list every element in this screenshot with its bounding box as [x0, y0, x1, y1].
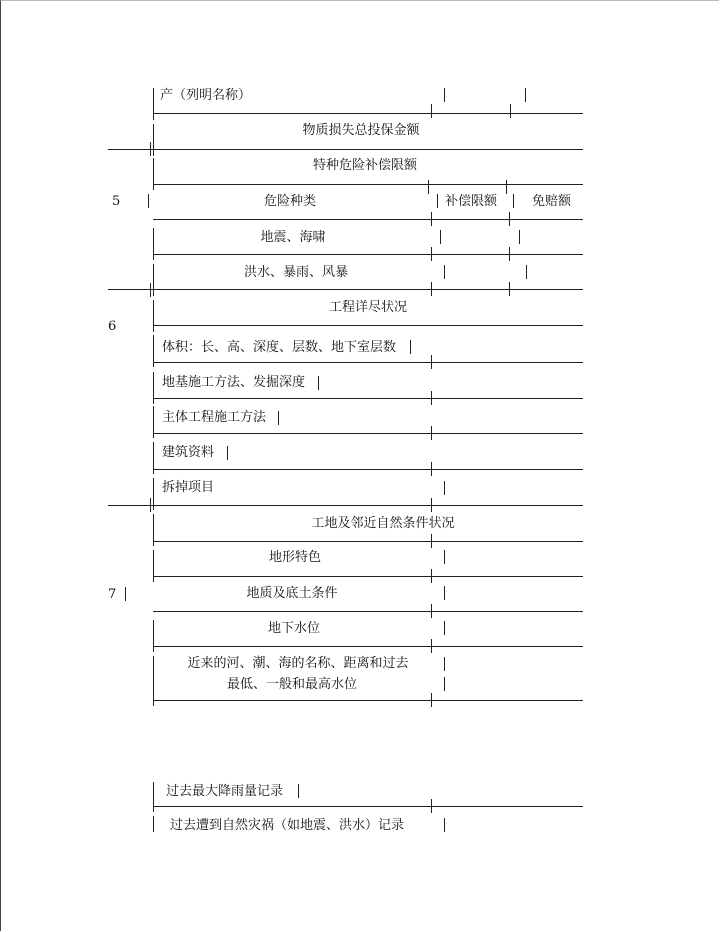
groundwater-label: 地下水位 [267, 621, 321, 636]
column-divider [431, 426, 432, 440]
column-divider [506, 180, 507, 194]
section-number-6: 6 [108, 319, 117, 334]
left-border [153, 478, 154, 510]
column-divider [278, 411, 279, 425]
left-border [153, 124, 154, 156]
left-border [153, 782, 154, 812]
column-divider [526, 265, 527, 279]
column-divider [410, 340, 411, 354]
rule [153, 541, 583, 542]
terrain-label: 地形特色 [268, 550, 322, 565]
column-divider [444, 818, 445, 832]
column-divider [431, 282, 432, 296]
rule [153, 433, 583, 434]
section-number-7: 7 [108, 587, 117, 602]
rule [153, 611, 583, 612]
left-border [153, 264, 154, 296]
column-divider [444, 677, 445, 691]
column-divider [440, 230, 441, 244]
site-conditions-label: 工地及邻近自然条件状况 [311, 516, 455, 531]
rule [153, 806, 583, 807]
left-border [153, 514, 154, 546]
column-divider [509, 212, 510, 226]
column-divider [431, 212, 432, 226]
nearby-water-label-1: 近来的河、潮、海的名称、距离和过去 [187, 656, 409, 671]
left-border [153, 372, 154, 404]
column-divider [444, 550, 445, 564]
column-divider [509, 247, 510, 261]
left-border [153, 442, 154, 474]
column-divider [510, 104, 511, 118]
compensation-limit-header: 补偿限额 [445, 194, 498, 209]
volume-label: 体积：长、高、深度、层数、地下室层数 [162, 340, 397, 355]
foundation-method-label: 地基施工方法、发掘深度 [162, 375, 306, 390]
left-border [153, 88, 154, 120]
column-divider [298, 784, 299, 798]
left-border [153, 228, 154, 260]
column-divider [444, 88, 445, 102]
column-divider [525, 88, 526, 102]
construction-materials-label: 建筑资料 [162, 445, 215, 460]
column-divider [431, 693, 432, 707]
product-list-label: 产（列明名称） [160, 88, 252, 103]
column-divider [431, 104, 432, 118]
column-divider [444, 481, 445, 495]
column-divider [431, 604, 432, 618]
rule [153, 398, 583, 399]
special-risk-limit-label: 特种危险补偿限额 [312, 158, 418, 173]
rule [108, 149, 583, 150]
rule [153, 576, 583, 577]
column-divider [431, 355, 432, 369]
section-number-5: 5 [112, 194, 121, 209]
rule [153, 184, 583, 185]
rule [153, 219, 583, 220]
deductible-header: 免赔额 [532, 194, 572, 209]
rule [108, 505, 583, 506]
flood-storm-label: 洪水、暴雨、风暴 [243, 265, 349, 280]
section-divider [150, 283, 151, 297]
main-method-label: 主体工程施工方法 [162, 410, 267, 425]
left-border [153, 158, 154, 190]
column-divider [431, 569, 432, 583]
earthquake-tsunami-label: 地震、海啸 [260, 230, 326, 245]
column-divider [509, 282, 510, 296]
column-divider [444, 621, 445, 635]
column-divider [227, 446, 228, 460]
left-border [153, 406, 154, 438]
column-divider [431, 247, 432, 261]
disasters-label: 过去遭到自然灾祸（如地震、洪水）记录 [170, 818, 405, 833]
left-border [153, 550, 154, 582]
column-divider [431, 639, 432, 653]
total-material-loss-label: 物质损失总投保金额 [302, 123, 420, 138]
rule [153, 362, 583, 363]
rule [153, 254, 583, 255]
geology-label: 地质及底土条件 [246, 586, 338, 601]
demolition-items-label: 拆掉项目 [162, 480, 215, 495]
project-details-label: 工程详尽状况 [328, 300, 408, 315]
left-border [153, 816, 154, 832]
column-divider [428, 180, 429, 194]
column-divider [444, 657, 445, 671]
section-divider [148, 194, 149, 208]
column-divider [519, 230, 520, 244]
section-divider [125, 587, 126, 601]
rule [153, 325, 583, 326]
left-border [153, 300, 154, 332]
column-divider [444, 586, 445, 600]
column-divider [431, 391, 432, 405]
section-divider [150, 142, 151, 156]
max-rainfall-label: 过去最大降雨量记录 [166, 784, 284, 799]
rule [108, 289, 583, 290]
column-divider [318, 376, 319, 390]
risk-type-header: 危险种类 [263, 194, 317, 209]
section-divider [150, 498, 151, 512]
rule [153, 700, 583, 701]
column-divider [444, 265, 445, 279]
left-border [153, 335, 154, 367]
column-divider [437, 194, 438, 208]
left-border [153, 656, 154, 706]
column-divider [431, 462, 432, 476]
nearby-water-label-2: 最低、一般和最高水位 [226, 677, 358, 692]
rule [153, 469, 583, 470]
left-border [153, 620, 154, 652]
column-divider [431, 534, 432, 548]
column-divider [513, 194, 514, 208]
column-divider [431, 498, 432, 512]
column-divider [431, 799, 432, 813]
rule [153, 113, 583, 114]
rule [153, 646, 583, 647]
